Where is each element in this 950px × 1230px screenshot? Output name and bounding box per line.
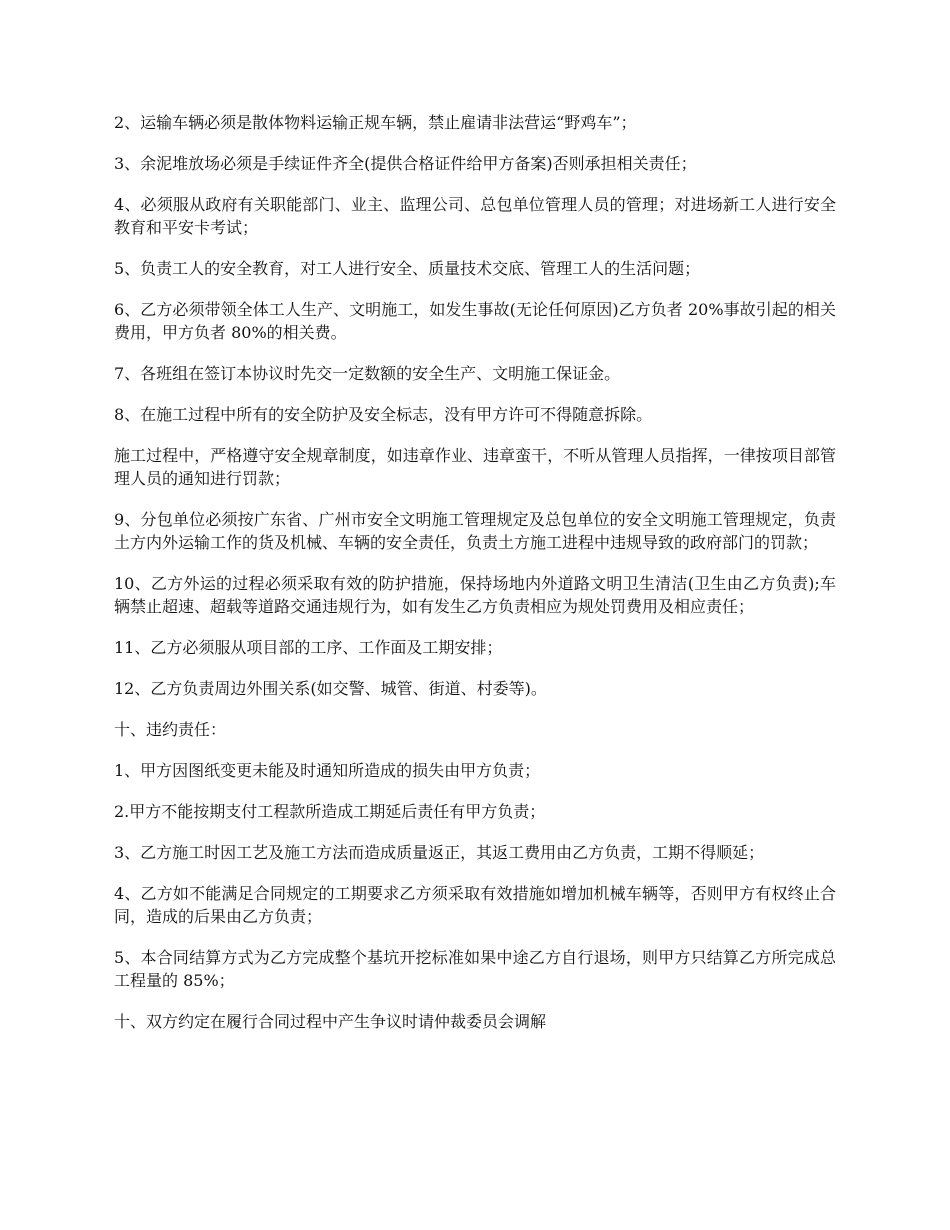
clause-paragraph: 10、乙方外运的过程必须采取有效的防护措施，保持场地内外道路文明卫生清洁(卫生由乙方负责);车辆禁止超速、超载等道路交通违规行为，如有发生乙方负责相应为规处罚费用及相应责任； bbox=[114, 574, 836, 616]
clause-paragraph: 11、乙方必须服从项目部的工序、工作面及工期安排； bbox=[114, 638, 503, 657]
clause-paragraph: 4、乙方如不能满足合同规定的工期要求乙方须采取有效措施如增加机械车辆等，否则甲方有权终止合同，造成的后果由乙方负责； bbox=[114, 884, 836, 926]
clause-paragraph: 3、乙方施工时因工艺及施工方法而造成质量返正，其返工费用由乙方负责，工期不得顺延； bbox=[114, 843, 765, 862]
clause-paragraph: 2、运输车辆必须是散体物料运输正规车辆，禁止雇请非法营运“野鸡车”； bbox=[114, 113, 637, 132]
clause-paragraph: 4、必须服从政府有关职能部门、业主、监理公司、总包单位管理人员的管理；对进场新工人进行安全教育和平安卡考试； bbox=[114, 195, 836, 237]
clause-paragraph: 7、各班组在签订本协议时先交一定数额的安全生产、文明施工保证金。 bbox=[114, 364, 621, 383]
clause-paragraph: 9、分包单位必须按广东省、广州市安全文明施工管理规定及总包单位的安全文明施工管理规定，负责土方内外运输工作的货及机械、车辆的安全责任，负责土方施工进程中违规导致的政府部门的罚款； bbox=[114, 510, 836, 552]
clause-paragraph: 5、负责工人的安全教育，对工人进行安全、质量技术交底、管理工人的生活问题； bbox=[114, 259, 701, 278]
clause-paragraph: 1、甲方因图纸变更未能及时通知所造成的损失由甲方负责； bbox=[114, 761, 541, 780]
clause-paragraph: 5、本合同结算方式为乙方完成整个基坑开挖标准如果中途乙方自行退场，则甲方只结算乙方所完成总工程量的 85%； bbox=[114, 948, 836, 990]
clause-paragraph: 施工过程中，严格遵守安全规章制度，如违章作业、违章蛮干，不听从管理人员指挥，一律按项目部管理人员的通知进行罚款； bbox=[114, 446, 836, 488]
section-heading: 十、违约责任： bbox=[114, 720, 227, 739]
clause-paragraph: 8、在施工过程中所有的安全防护及安全标志，没有甲方许可不得随意拆除。 bbox=[114, 405, 653, 424]
document-body bbox=[114, 111, 836, 1051]
clause-paragraph: 12、乙方负责周边外围关系(如交警、城管、街道、村委等)。 bbox=[114, 679, 547, 698]
clause-paragraph: 3、余泥堆放场必须是手续证件齐全(提供合格证件给甲方备案)否则承担相关责任； bbox=[114, 154, 697, 173]
clause-paragraph: 6、乙方必须带领全体工人生产、文明施工，如发生事故(无论任何原因)乙方负者 20%事故引起的相关费用，甲方负者 80%的相关费。 bbox=[114, 300, 836, 342]
clause-paragraph: 2.甲方不能按期支付工程款所造成工期延后责任有甲方负责； bbox=[114, 802, 546, 821]
section-heading: 十、双方约定在履行合同过程中产生争议时请仲裁委员会调解 bbox=[114, 1012, 547, 1031]
